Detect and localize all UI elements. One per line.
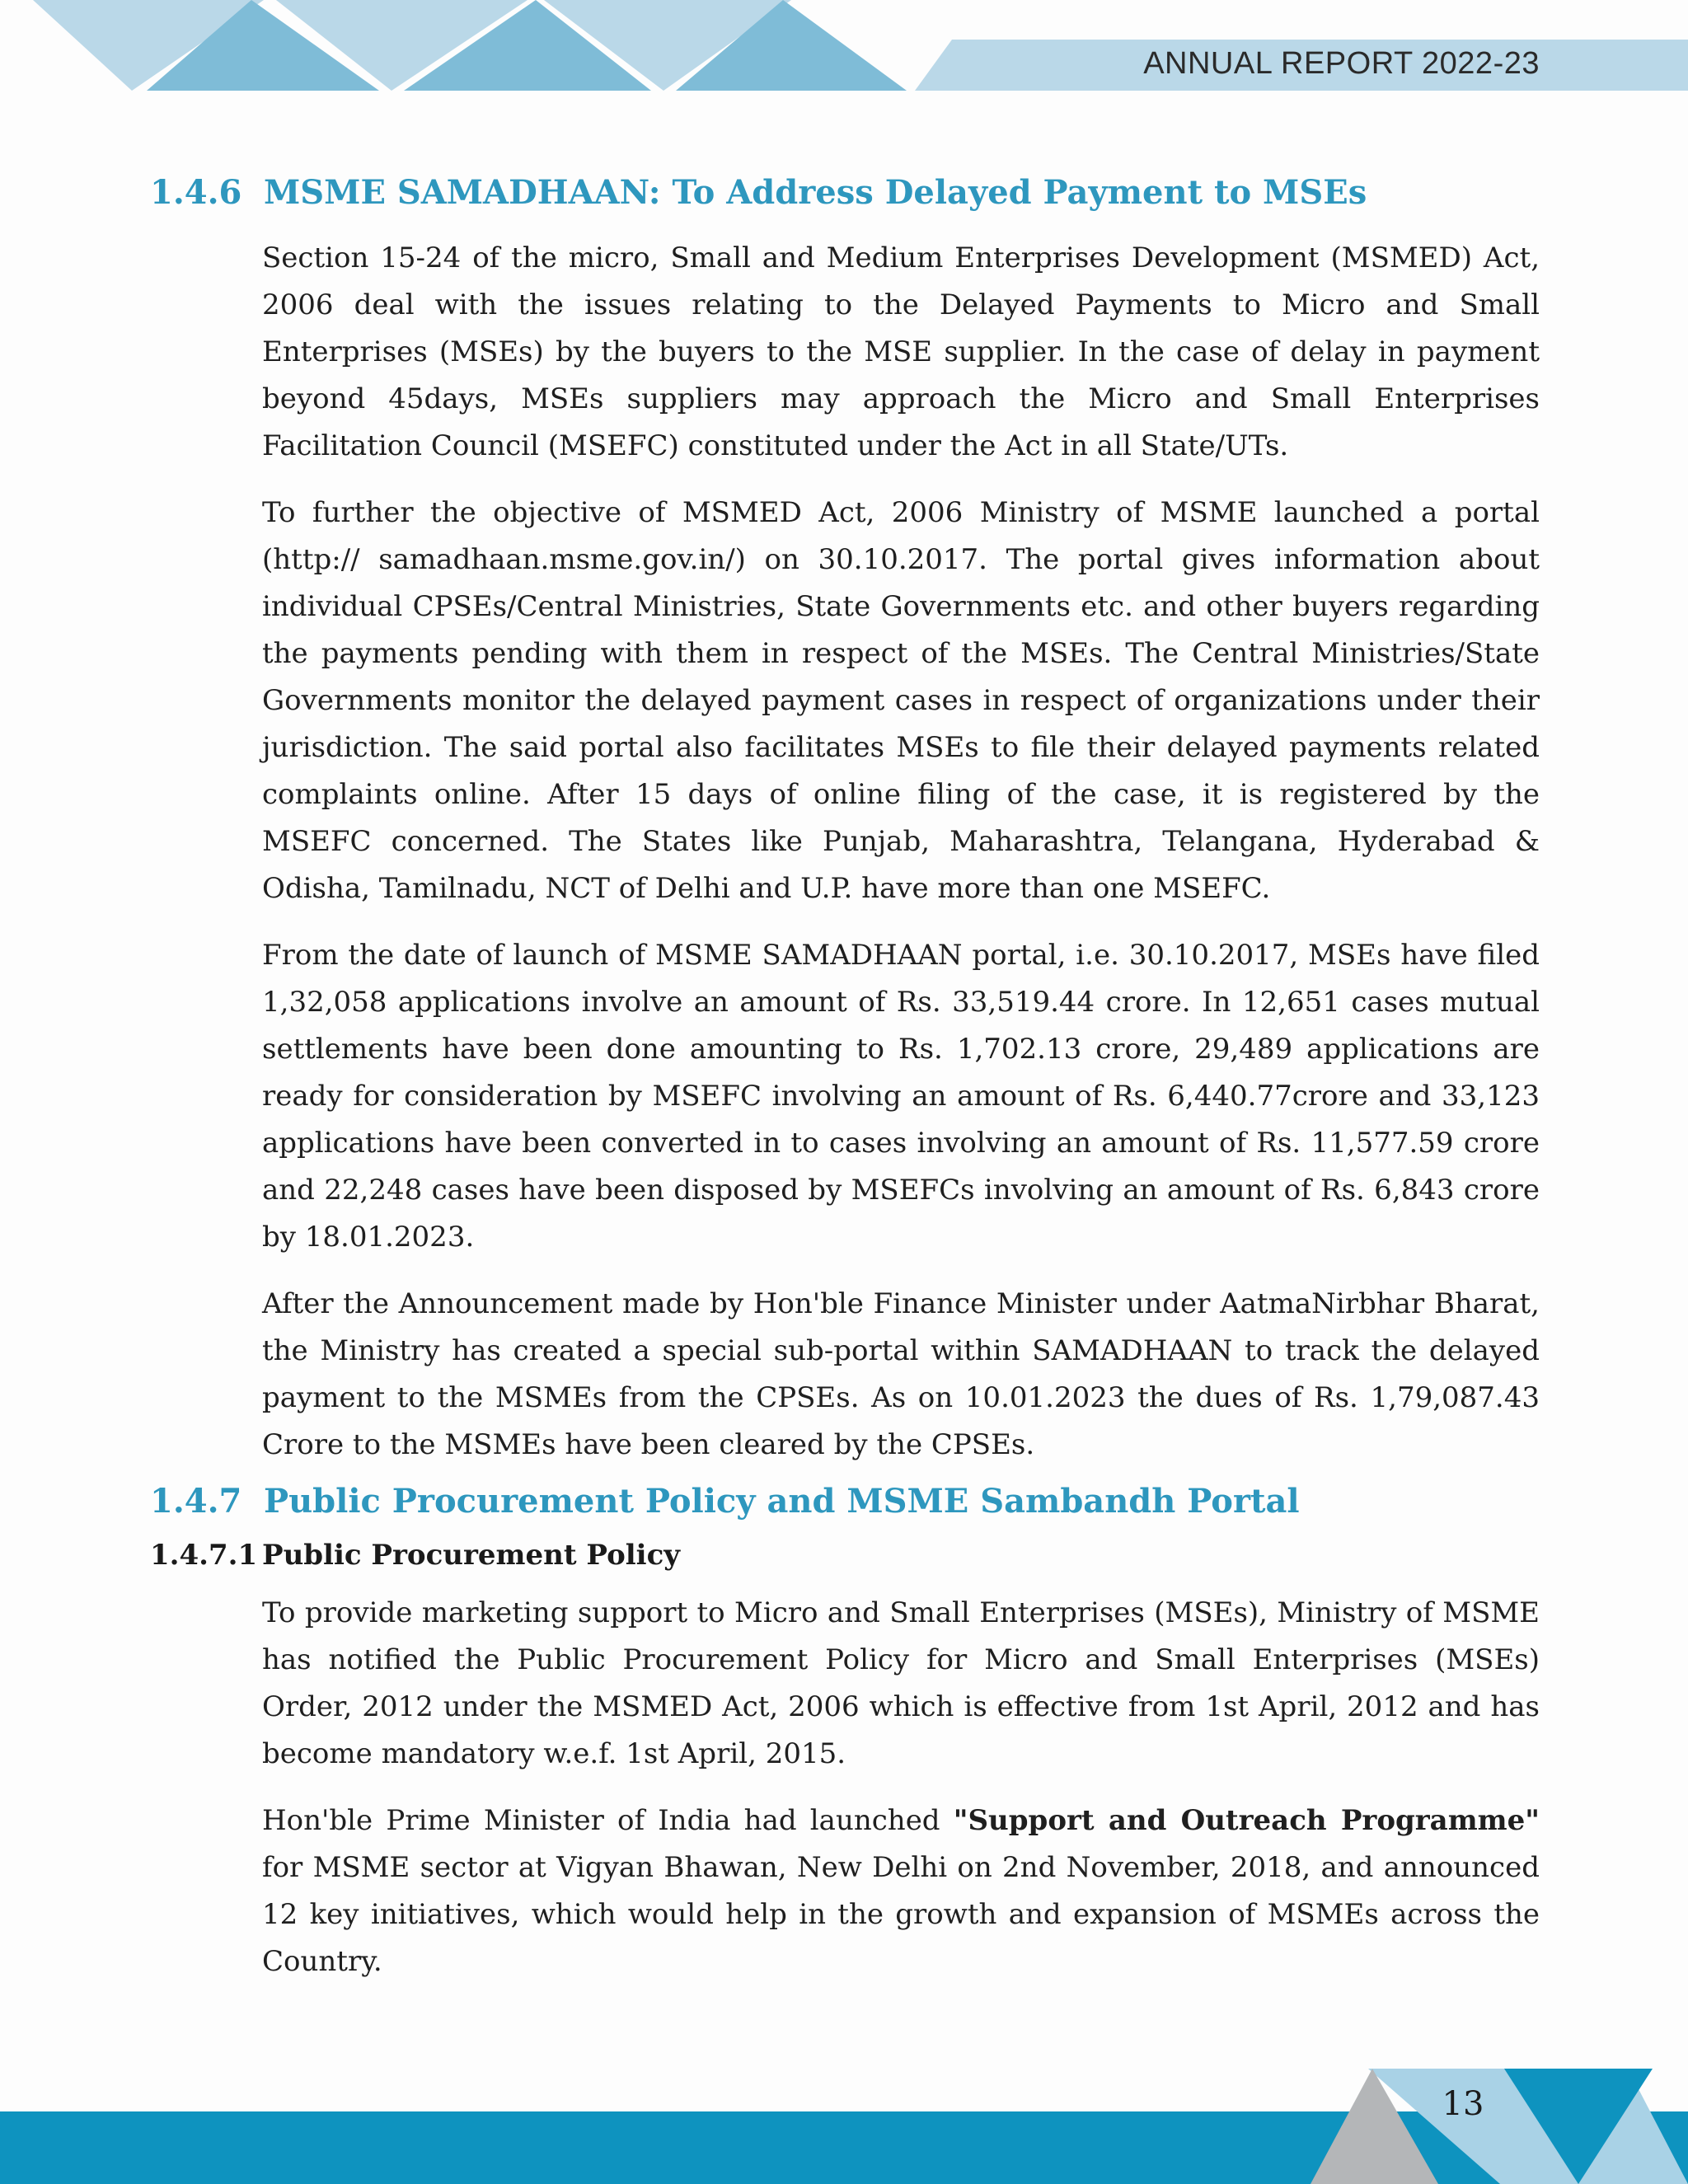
paragraph bbox=[262, 1797, 1540, 1985]
subsection-number: 1.4.7.1 bbox=[150, 1539, 258, 1572]
running-head: ANNUAL REPORT 2022-23 bbox=[1143, 46, 1540, 81]
paragraph: From the date of launch of MSME SAMADHAAN portal, i.e. 30.10.2017, MSEs have filed 1,32,058 applications involve an amount of Rs. 33,519.44 crore. In 12,651 cases mutual settlements have been done amounting to Rs. 1,702.13 crore, 29,489 applications are ready for consideration by MSEFC involving an amount of Rs. 6,440.77crore and 33,123 applications have been converted in to cases involving an amount of Rs. 11,577.59 crore and 22,248 cases have been disposed by MSEFCs involving an amount of Rs. 6,843 crore by 18.01.2023. bbox=[262, 939, 1540, 1254]
section-title: MSME SAMADHAAN: To Address Delayed Payment to MSEs bbox=[264, 173, 1367, 212]
paragraph: To further the objective of MSMED Act, 2006 Ministry of MSME launched a portal (http:// samadhaan.msme.gov.in/) on 30.10.2017. The portal gives information about individual CPSEs/Central Ministries, State Governments etc. and other buyers regarding the payments pending with them in respect of the MSEs. The Central Ministries/State Governments monitor the delayed payment cases in respect of organizations under their jurisdiction. The said portal also facilitates MSEs to file their delayed payments related complaints online. After 15 days of online filing of the case, it is registered by the MSEFC concerned. The States like Punjab, Maharashtra, Telangana, Hyderabad & Odisha, Tamilnadu, NCT of Delhi and U.P. have more than one MSEFC. bbox=[262, 496, 1540, 905]
paragraph: To provide marketing support to Micro and Small Enterprises (MSEs), Ministry of MSME has notified the Public Procurement Policy for Micro and Small Enterprises (MSEs) Order, 2012 under the MSMED Act, 2006 which is effective from 1st April, 2012 and has become mandatory w.e.f. 1st April, 2015. bbox=[262, 1596, 1540, 1770]
subsection-heading-1-4-7-1 bbox=[150, 1539, 1540, 1572]
section-heading-1-4-7 bbox=[150, 1482, 1540, 1521]
section-heading-1-4-6 bbox=[150, 173, 1540, 212]
paragraph: After the Announcement made by Hon'ble Finance Minister under AatmaNirbhar Bharat, the Ministry has created a special sub-portal within SAMADHAAN to track the delayed payment to the MSMEs from the CPSEs. As on 10.01.2023 the dues of Rs. 1,79,087.43 Crore to the MSMEs have been cleared by the CPSEs. bbox=[262, 1287, 1540, 1461]
paragraph: Section 15-24 of the micro, Small and Medium Enterprises Development (MSMED) Act, 2006 deal with the issues relating to the Delayed Payments to Micro and Small Enterprises (MSEs) by the buyers to the MSE supplier. In the case of delay in payment beyond 45days, MSEs suppliers may approach the Micro and Small Enterprises Facilitation Council (MSEFC) constituted under the Act in all State/UTs. bbox=[262, 241, 1540, 462]
paragraph-text: Hon'ble Prime Minister of India had launched bbox=[262, 1804, 954, 1837]
programme-name: "Support and Outreach Programme" bbox=[953, 1804, 1540, 1837]
section-number: 1.4.7 bbox=[150, 1482, 242, 1521]
subsection-title: Public Procurement Policy bbox=[262, 1539, 681, 1572]
paragraph-text: for MSME sector at Vigyan Bhawan, New Delhi on 2nd November, 2018, and announced 12 key initiatives, which would help in the growth and expansion of MSMEs across the Country. bbox=[262, 1851, 1540, 1978]
section-title: Public Procurement Policy and MSME Sambandh Portal bbox=[264, 1482, 1300, 1521]
page-number: 13 bbox=[1442, 2085, 1484, 2123]
page-content bbox=[150, 165, 1540, 1985]
section-number: 1.4.6 bbox=[150, 173, 242, 212]
